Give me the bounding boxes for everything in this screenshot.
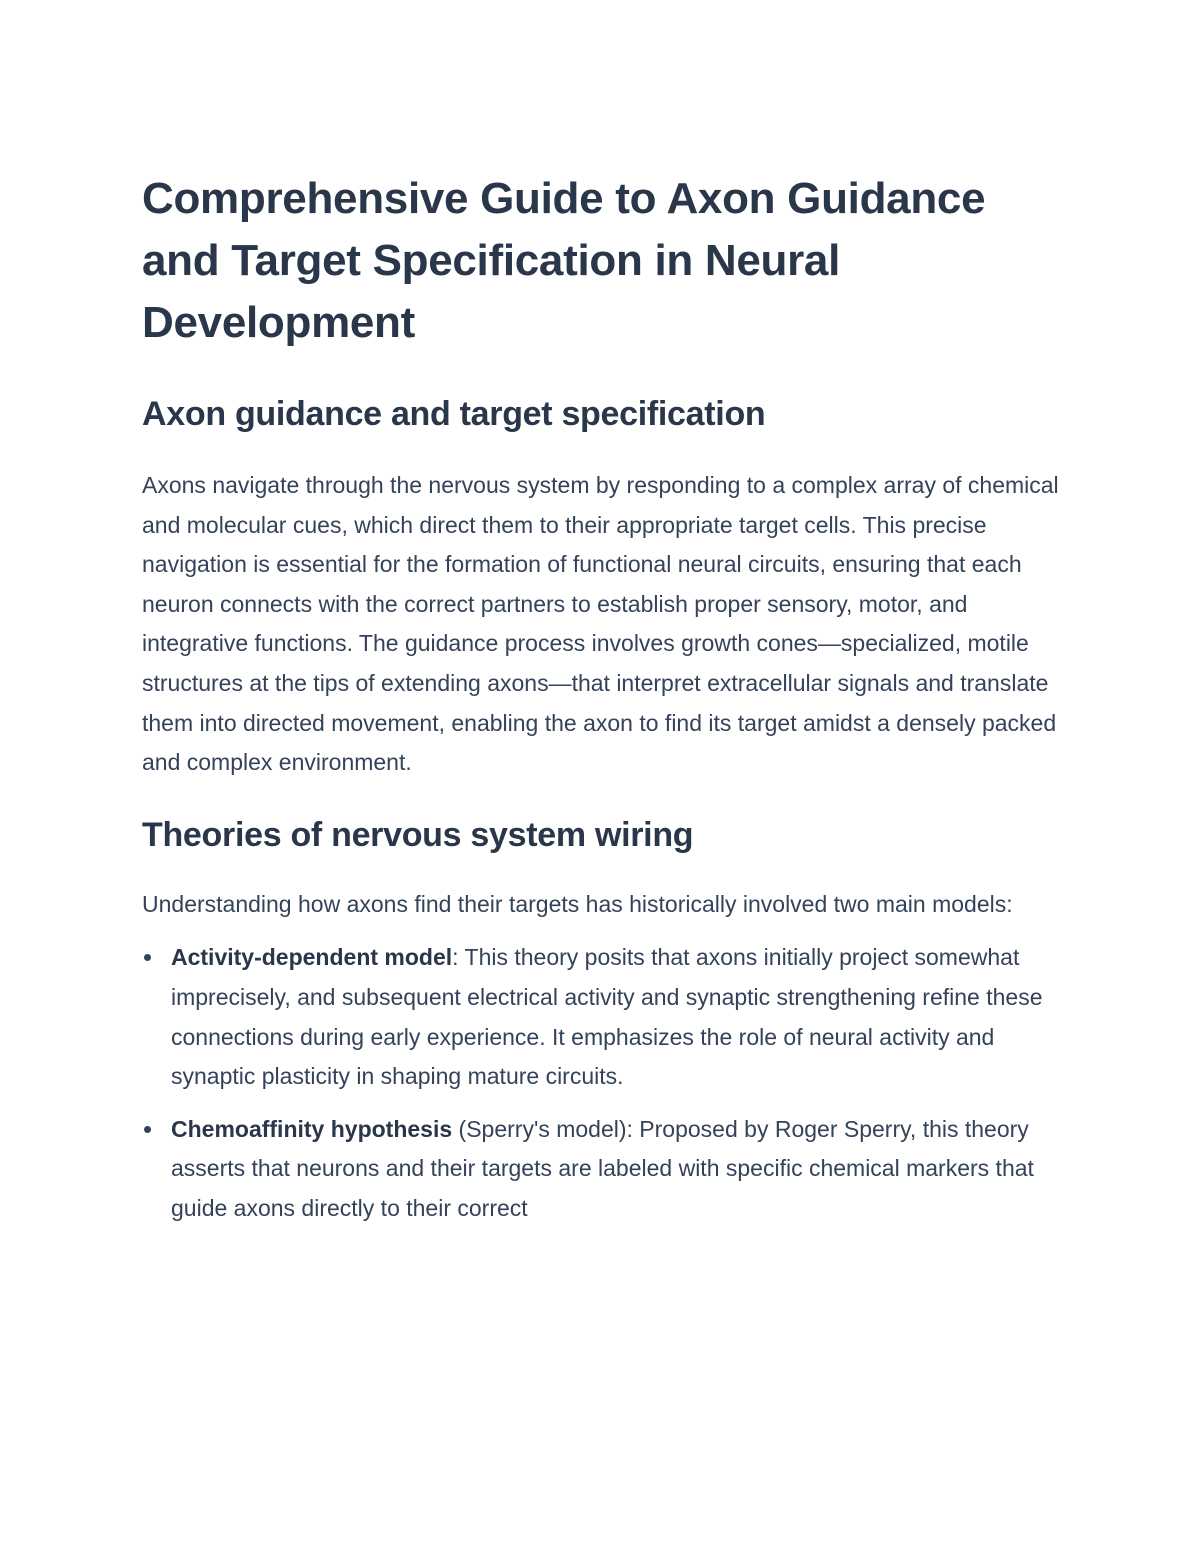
bullet-term: Chemoaffinity hypothesis: [171, 1115, 453, 1142]
bullet-text: : This theory posits that axons initially project somewhat imprecisely, and subsequent electrical activity and synaptic strengthening refine these connections during early experience. It emphasizes the role of neural activity and synaptic plasticity in shaping mature circuits.: [171, 944, 1043, 1090]
section-paragraph-wiring-theories: Understanding how axons find their targets has historically involved two main models:: [142, 890, 1013, 917]
list-item-chemoaffinity: [142, 1110, 1062, 1229]
bullet-text: (Sperry's model): Proposed by Roger Sperry, this theory asserts that neurons and their targets are labeled with specific chemical markers that guide axons directly to their correct: [171, 1115, 1034, 1221]
section-heading-wiring-theories: Theories of nervous system wiring: [142, 815, 694, 854]
section-heading-axon-guidance: Axon guidance and target specification: [142, 395, 766, 433]
bullet-icon: [144, 1126, 151, 1133]
bullet-term: Activity-dependent model: [171, 944, 453, 971]
section-paragraph-axon-guidance: Axons navigate through the nervous system by responding to a complex array of chemical and molecular cues, which direct them to their appropriate target cells. This precise navigation is essential for the formation of functional neural circuits, ensuring that each neuron connects with the correct partners to establish proper sensory, motor, and integrative functions. The guidance process involves growth cones—specialized, motile structures at the tips of extending axons—that interpret extracellular signals and translate them into directed movement, enabling the axon to find its target amidst a densely packed and complex environment.: [142, 472, 1059, 776]
list-item-activity-dependent: [142, 938, 1062, 1096]
bullet-icon: [144, 954, 151, 961]
document-title: Comprehensive Guide to Axon Guidance and Target Specification in Neural Development: [142, 174, 986, 347]
document-page: [142, 168, 1062, 1229]
theory-bullet-list: [142, 938, 1062, 1228]
